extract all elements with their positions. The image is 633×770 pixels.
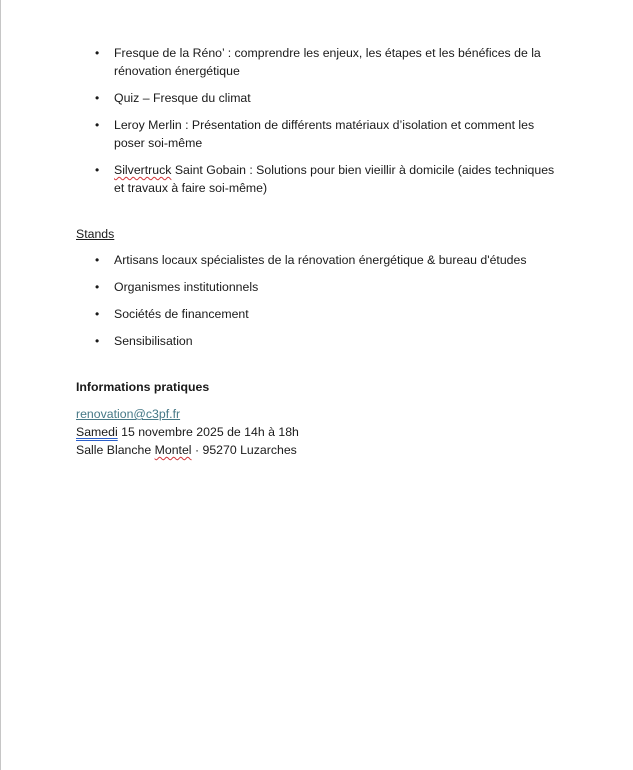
info-heading: Informations pratiques bbox=[76, 380, 210, 394]
bullet-icon: • bbox=[95, 46, 100, 60]
stand-text: Artisans locaux spécialistes de la rénovation énergétique & bureau d'études bbox=[114, 253, 527, 267]
workshop-text: Saint Gobain : Solutions pour bien vieillir à domicile (aides techniques et travaux à faire soi-même) bbox=[114, 163, 555, 195]
list-item bbox=[76, 89, 566, 107]
bullet-icon: • bbox=[95, 307, 100, 321]
list-item bbox=[76, 44, 566, 80]
workshop-text: Fresque de la Réno’ : comprendre les enjeux, les étapes et les bénéfices de la rénovation énergétique bbox=[114, 46, 541, 78]
stands-heading: Stands bbox=[76, 227, 115, 241]
workshop-text: Leroy Merlin : Présentation de différents matériaux d’isolation et comment les poser soi-même bbox=[114, 118, 535, 150]
info-date-line bbox=[76, 423, 566, 441]
date-text: 15 novembre 2025 de 14h à 18h bbox=[117, 425, 299, 439]
workshop-text: Quiz – Fresque du climat bbox=[114, 91, 251, 105]
list-item bbox=[76, 116, 566, 152]
spellcheck-flagged-word[interactable]: Montel bbox=[154, 443, 192, 457]
stand-text: Sociétés de financement bbox=[114, 307, 249, 321]
venue-text: Salle Blanche bbox=[76, 443, 155, 457]
document-body bbox=[76, 44, 566, 459]
list-item bbox=[76, 251, 566, 269]
venue-text: · 95270 Luzarches bbox=[191, 443, 297, 457]
spellcheck-flagged-word[interactable]: Silvertruck bbox=[114, 163, 172, 177]
list-item bbox=[76, 161, 566, 197]
email-link[interactable]: renovation@c3pf.fr bbox=[76, 407, 181, 421]
stand-text: Sensibilisation bbox=[114, 334, 193, 348]
list-item bbox=[76, 278, 566, 296]
bullet-icon: • bbox=[95, 280, 100, 294]
bullet-icon: • bbox=[95, 334, 100, 348]
stand-text: Organismes institutionnels bbox=[114, 280, 259, 294]
bullet-icon: • bbox=[95, 163, 100, 177]
spacer bbox=[76, 359, 566, 378]
stands-list bbox=[76, 251, 566, 350]
bullet-icon: • bbox=[95, 118, 100, 132]
info-email-line bbox=[76, 405, 566, 423]
list-item bbox=[76, 332, 566, 350]
grammar-flagged-word[interactable]: Samedi bbox=[76, 425, 118, 439]
bullet-icon: • bbox=[95, 253, 100, 267]
workshops-list bbox=[76, 44, 566, 197]
bullet-icon: • bbox=[95, 91, 100, 105]
list-item bbox=[76, 305, 566, 323]
info-venue-line bbox=[76, 441, 566, 459]
spacer bbox=[76, 206, 566, 225]
